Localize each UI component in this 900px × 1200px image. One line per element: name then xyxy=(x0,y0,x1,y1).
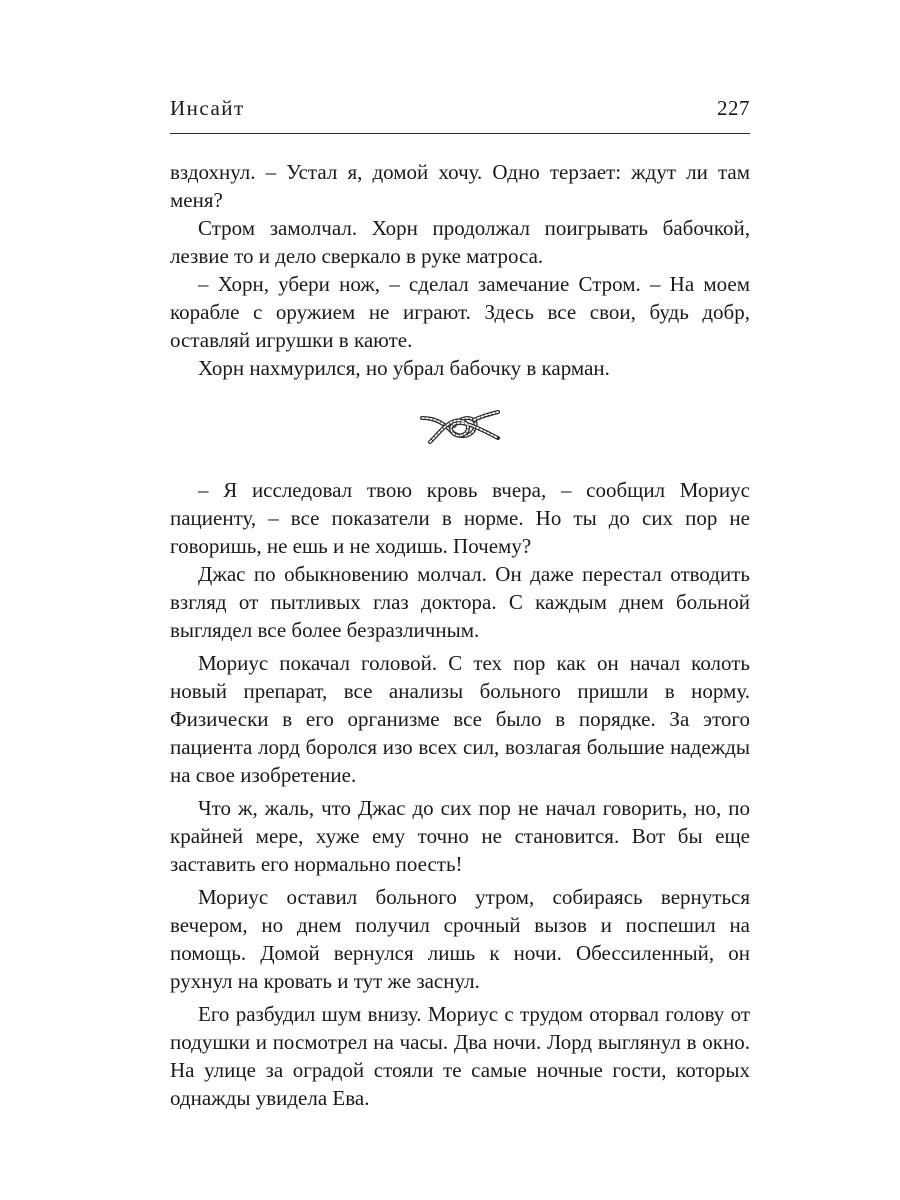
paragraph: – Хорн, убери нож, – сделал замечание Стром. – На моем корабле с оружием не играют. Здесь все свои, будь добр, оставляй игрушки в каюте. xyxy=(170,272,750,352)
paragraph: Мориус оставил больного утром, собираясь вернуться вечером, но днем получил срочный вызов и поспешил на помощь. Домой вернулся лишь к ночи. Обессиленный, он рухнул на кровать и тут же заснул. xyxy=(170,885,750,993)
page-number: 227 xyxy=(717,96,750,120)
paragraph: – Я исследовал твою кровь вчера, – сообщил Мориус пациенту, – все показатели в норме. Но ты до сих пор не говоришь, не ешь и не ходишь. Почему? xyxy=(170,478,750,558)
paragraph: Его разбудил шум внизу. Мориус с трудом оторвал голову от подушки и посмотрел на часы. Два ночи. Лорд выглянул в окно. На улице за оградой стояли те самые ночные гости, которых однажды увидела Ева. xyxy=(170,1002,750,1110)
paragraph: Хорн нахмурился, но убрал бабочку в карман. xyxy=(198,356,610,380)
running-header xyxy=(170,96,750,126)
paragraph: Джас по обыкновению молчал. Он даже перестал отводить взгляд от пытливых глаз доктора. С каждым днем больной выглядел все более безразличным. xyxy=(170,562,750,642)
paragraph: Мориус покачал головой. С тех пор как он начал колоть новый препарат, все анализы больного пришли в норму. Физически в его организме все было в порядке. За этого пациента лорд боролся изо всех сил, возлагая большие надежды на свое изобретение. xyxy=(170,651,750,787)
header-rule xyxy=(170,133,750,134)
body-text xyxy=(170,158,750,1112)
paragraph: вздохнул. – Устал я, домой хочу. Одно терзает: ждут ли там меня? xyxy=(170,160,750,212)
paragraph: Что ж, жаль, что Джас до сих пор не начал говорить, но, по крайней мере, хуже ему точно не становится. Вот бы еще заставить его нормально поесть! xyxy=(170,796,750,876)
paragraph: Стром замолчал. Хорн продолжал поигрывать бабочкой, лезвие то и дело сверкало в руке матроса. xyxy=(170,216,750,268)
rope-knot-icon xyxy=(420,408,500,448)
running-title: Инсайт xyxy=(170,96,245,120)
